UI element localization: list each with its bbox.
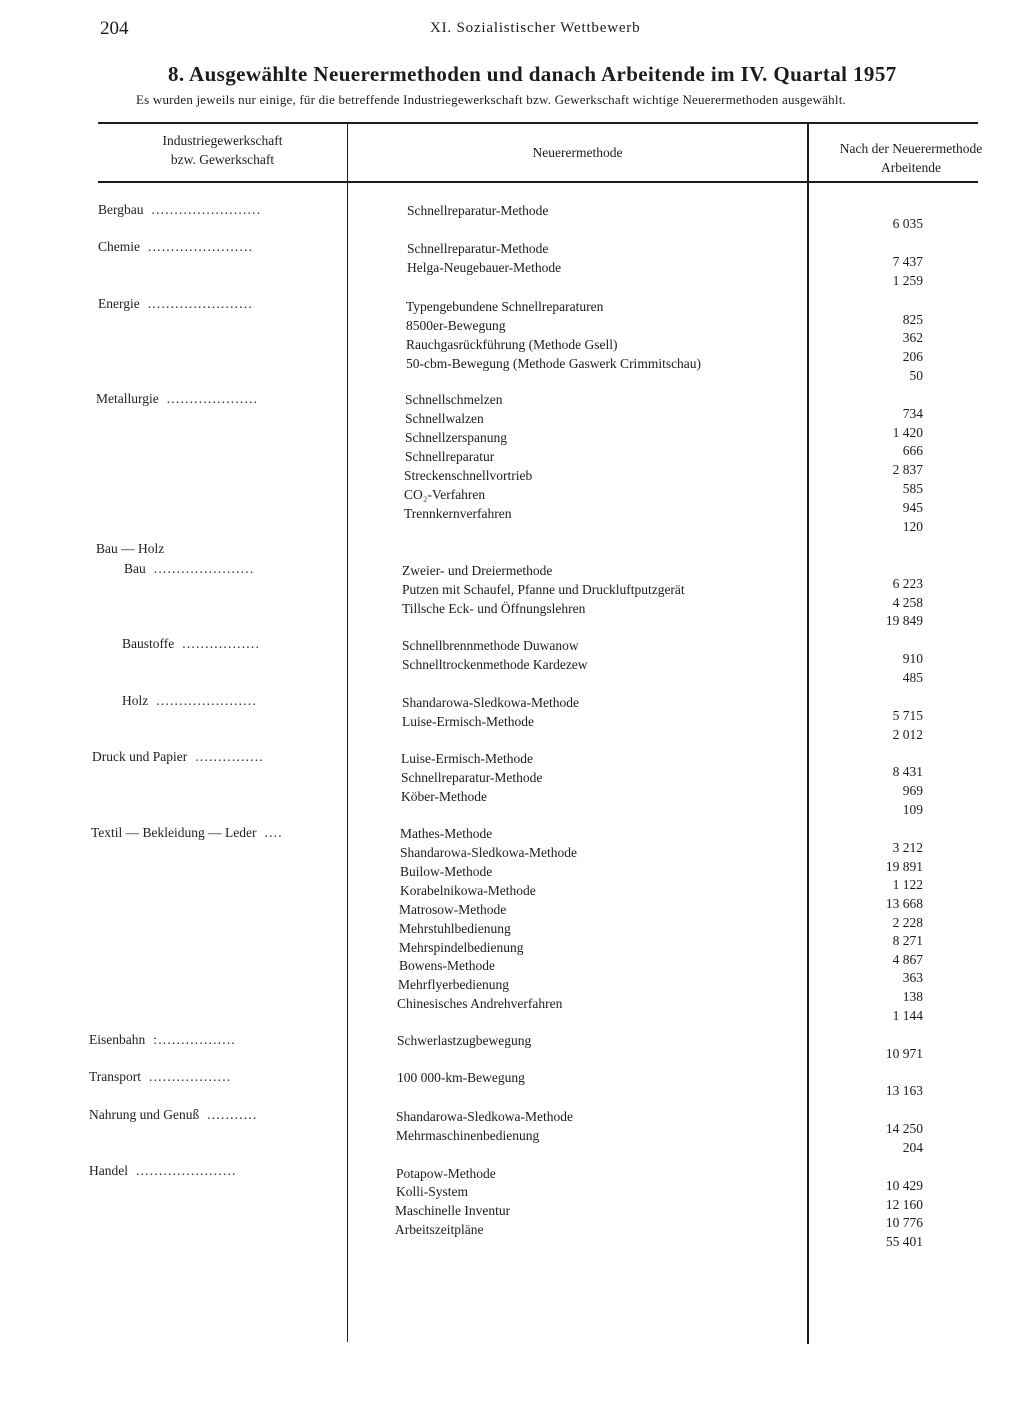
column-header-method: Neuerermethode — [532, 145, 623, 160]
dot-leader: .................. — [149, 1069, 232, 1084]
column-header-workers-line2: Arbeitende — [881, 160, 941, 175]
union-label — [96, 391, 258, 407]
dot-leader: ....................... — [147, 296, 253, 311]
worker-count: 12 160 — [885, 1197, 923, 1212]
worker-count: 8 271 — [892, 933, 923, 948]
worker-count: 13 163 — [885, 1083, 923, 1098]
method-name: Putzen mit Schaufel, Pfanne und Druckluftputzgerät — [402, 582, 685, 597]
method-name: Matrosow-Methode — [399, 902, 507, 917]
worker-count: 585 — [902, 481, 923, 496]
method-name: Schnellwalzen — [405, 411, 484, 426]
method-name: Schnellreparatur-Methode — [407, 241, 549, 256]
worker-count: 55 401 — [885, 1234, 923, 1249]
union-label — [92, 749, 264, 765]
method-name: Schwerlastzugbewegung — [397, 1033, 532, 1048]
worker-count: 120 — [902, 519, 923, 534]
dot-leader: ....................... — [148, 239, 254, 254]
worker-count: 1 259 — [892, 273, 923, 288]
union-name: Druck und Papier — [92, 749, 188, 764]
union-name: Energie — [98, 296, 140, 311]
worker-count: 5 715 — [892, 708, 923, 723]
dot-leader: ...................... — [156, 693, 257, 708]
dot-leader: .................... — [166, 391, 259, 406]
worker-count: 910 — [902, 651, 923, 666]
worker-count: 1 122 — [892, 877, 923, 892]
method-name: Schnellzerspanung — [405, 430, 507, 445]
union-label — [122, 636, 260, 652]
column-header-workers-line1: Nach der Neuerermethode — [839, 141, 983, 156]
method-name: 8500er-Bewegung — [406, 318, 506, 333]
union-name: Chemie — [98, 239, 140, 254]
method-name: Mehrflyerbedienung — [398, 977, 509, 992]
dot-leader: ........... — [207, 1107, 258, 1122]
union-name: Metallurgie — [96, 391, 159, 406]
method-name: Kolli-System — [396, 1184, 469, 1199]
dot-leader: ............... — [195, 749, 264, 764]
method-name: Mathes-Methode — [400, 826, 493, 841]
method-name: Schnellschmelzen — [405, 392, 503, 407]
union-label — [96, 541, 164, 557]
method-name: Streckenschnellvortrieb — [404, 468, 533, 483]
method-name: Typengebundene Schnellreparaturen — [406, 299, 604, 314]
method-name: Maschinelle Inventur — [395, 1203, 511, 1218]
method-name: Schnelltrockenmethode Kardezew — [402, 657, 588, 672]
worker-count: 825 — [902, 312, 923, 327]
method-name: 100 000-km-Bewegung — [397, 1070, 525, 1085]
worker-count: 4 258 — [892, 595, 923, 610]
method-name: Mehrstuhlbedienung — [399, 921, 511, 936]
method-name: Shandarowa-Sledkowa-Methode — [396, 1109, 573, 1124]
union-label — [98, 296, 253, 312]
worker-count: 1 420 — [892, 425, 923, 440]
worker-count: 666 — [902, 443, 923, 458]
worker-count: 109 — [902, 802, 923, 817]
union-name: Baustoffe — [122, 636, 175, 651]
method-name: Zweier- und Dreiermethode — [402, 563, 553, 578]
worker-count: 485 — [902, 670, 923, 685]
worker-count: 734 — [902, 406, 923, 421]
union-label — [91, 825, 283, 841]
union-name: Bau — [124, 561, 146, 576]
worker-count: 204 — [902, 1140, 923, 1155]
worker-count: 10 776 — [885, 1215, 923, 1230]
worker-count: 14 250 — [885, 1121, 923, 1136]
dot-leader: ...................... — [153, 561, 255, 576]
method-name: Rauchgasrückführung (Methode Gsell) — [406, 337, 618, 352]
method-name: Mehrmaschinenbedienung — [396, 1128, 540, 1143]
method-name: Tillsche Eck- und Öffnungslehren — [402, 601, 586, 616]
worker-count: 6 035 — [892, 216, 923, 231]
worker-count: 19 849 — [885, 613, 923, 628]
column-header-union — [98, 131, 347, 169]
union-label — [98, 202, 261, 218]
top-rule — [98, 122, 978, 124]
worker-count: 969 — [902, 783, 923, 798]
union-label — [89, 1069, 231, 1085]
union-label — [89, 1107, 258, 1123]
worker-count: 10 429 — [885, 1178, 923, 1193]
union-name: Eisenbahn — [89, 1032, 146, 1047]
method-name: Schnellbrennmethode Duwanow — [402, 638, 579, 653]
method-name: Schnellreparatur-Methode — [401, 770, 543, 785]
dot-leader: .... — [264, 825, 283, 840]
worker-count: 945 — [902, 500, 923, 515]
dot-leader: ................. — [182, 636, 261, 651]
method-name: Schnellreparatur — [405, 449, 495, 464]
worker-count: 50 — [909, 368, 923, 383]
union-name: Textil — Bekleidung — Leder — [91, 825, 257, 840]
worker-count: 4 867 — [892, 952, 923, 967]
table-subtitle: Es wurden jeweils nur einige, für die betreffende Industriegewerkschaft bzw. Gewerkschaft wichtige Neuerermethoden ausgewählt. — [136, 92, 846, 107]
worker-count: 8 431 — [892, 764, 923, 779]
worker-count: 2 837 — [892, 462, 923, 477]
worker-count: 206 — [902, 349, 923, 364]
method-name: Shandarowa-Sledkowa-Methode — [402, 695, 579, 710]
union-name: Transport — [89, 1069, 142, 1084]
method-name: Köber-Methode — [401, 789, 487, 804]
union-label — [124, 561, 254, 577]
header-bottom-rule — [98, 181, 978, 183]
dot-leader: :................. — [153, 1032, 236, 1047]
dot-leader: ...................... — [135, 1163, 237, 1178]
column-header-union-line2: bzw. Gewerkschaft — [170, 152, 275, 167]
method-name: Potapow-Methode — [396, 1166, 496, 1181]
method-name: CO₂-Verfahren — [404, 487, 486, 502]
method-name: Chinesisches Andrehverfahren — [397, 996, 563, 1011]
method-name: Builow-Methode — [400, 864, 493, 879]
dot-leader: ........................ — [151, 202, 262, 217]
method-name: Mehrspindelbedienung — [399, 940, 524, 955]
page-number: 204 — [100, 18, 129, 39]
worker-count: 2 228 — [892, 915, 923, 930]
worker-count: 10 971 — [885, 1046, 923, 1061]
method-name: Arbeitszeitpläne — [395, 1222, 484, 1237]
union-name: Handel — [89, 1163, 128, 1178]
union-name: Bau — Holz — [96, 541, 165, 556]
union-name: Bergbau — [98, 202, 144, 217]
worker-count: 13 668 — [885, 896, 923, 911]
column-header-workers — [809, 139, 1013, 177]
column-divider-left — [347, 124, 348, 1342]
method-name: Schnellreparatur-Methode — [407, 203, 549, 218]
method-name: Luise-Ermisch-Methode — [402, 714, 534, 729]
table-title: 8. Ausgewählte Neuerermethoden und danach Arbeitende im IV. Quartal 1957 — [168, 62, 897, 86]
method-name: Luise-Ermisch-Methode — [401, 751, 533, 766]
method-name: Bowens-Methode — [399, 958, 495, 973]
running-head: XI. Sozialistischer Wettbewerb — [430, 20, 641, 36]
union-label — [122, 693, 257, 709]
worker-count: 2 012 — [892, 727, 923, 742]
worker-count: 6 223 — [892, 576, 923, 591]
worker-count: 7 437 — [892, 254, 923, 269]
method-name: Trennkernverfahren — [404, 506, 512, 521]
union-name: Holz — [122, 693, 149, 708]
method-name: 50-cbm-Bewegung (Methode Gaswerk Crimmitschau) — [406, 356, 702, 371]
method-name: Helga-Neugebauer-Methode — [407, 260, 562, 275]
union-label — [89, 1032, 236, 1048]
union-label — [89, 1163, 237, 1179]
worker-count: 3 212 — [892, 840, 923, 855]
column-header-union-line1: Industriegewerkschaft — [162, 133, 283, 148]
worker-count: 363 — [902, 970, 923, 985]
union-name: Nahrung und Genuß — [89, 1107, 200, 1122]
worker-count: 362 — [902, 330, 923, 345]
worker-count: 19 891 — [885, 859, 923, 874]
worker-count: 138 — [902, 989, 923, 1004]
method-name: Korabelnikowa-Methode — [400, 883, 536, 898]
column-divider-right — [807, 124, 809, 1344]
method-name: Shandarowa-Sledkowa-Methode — [400, 845, 577, 860]
worker-count: 1 144 — [892, 1008, 923, 1023]
union-label — [98, 239, 253, 255]
